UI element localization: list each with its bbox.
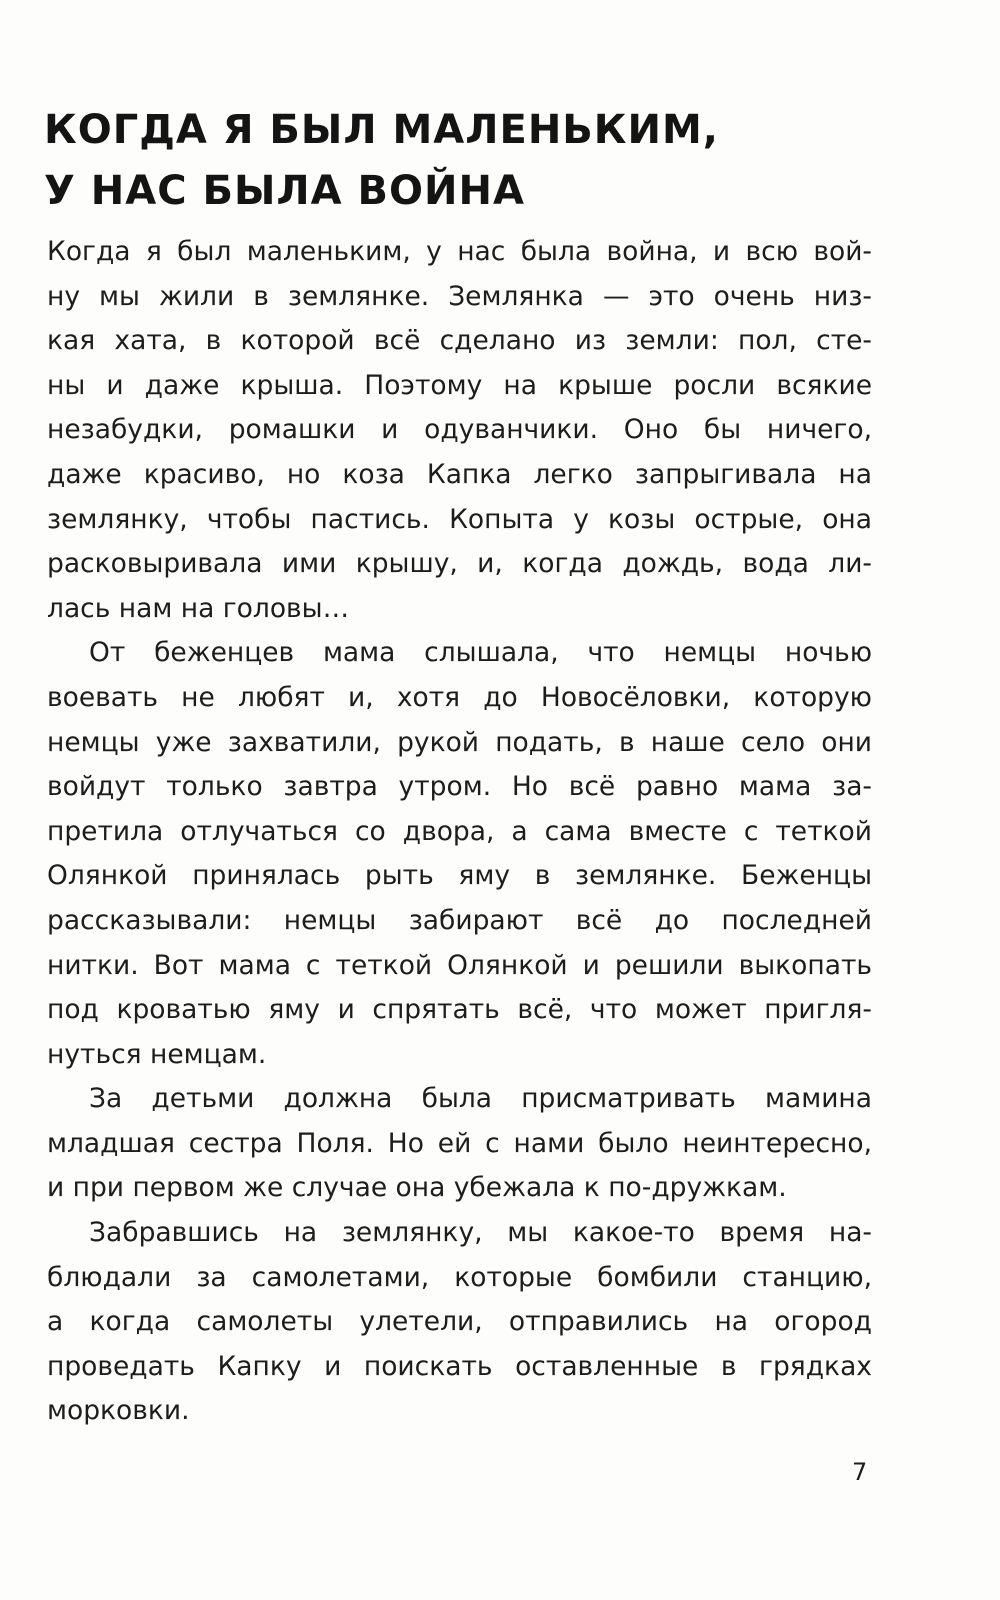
text-line: Забравшись на землянку, мы какое-то время на- — [89, 1217, 872, 1249]
text-line: ны и даже крыша. Поэтому на крыше росли всякие — [47, 369, 872, 401]
text-line: младшая сестра Поля. Но ей с нами было неинтересно, — [47, 1127, 872, 1159]
text-line: землянку, чтобы пастись. Копыта у козы острые, она — [47, 503, 872, 535]
text-line: Олянкой принялась рыть яму в землянке. Беженцы — [47, 860, 872, 892]
text-line: Когда я был маленьким, у нас была война, и всю вой- — [47, 236, 872, 267]
chapter-title-line: КОГДА Я БЫЛ МАЛЕНЬКИМ, — [44, 107, 719, 153]
text-line: За детьми должна была присматривать мамина — [89, 1083, 872, 1115]
text-line: претила отлучаться со двора, а сама вместе с теткой — [47, 815, 872, 847]
text-line: кая хата, в которой всё сделано из земли: пол, сте- — [47, 325, 872, 357]
page-number: 7 — [852, 1458, 868, 1486]
paragraph-2 — [47, 631, 872, 1077]
text-line: блюдали за самолетами, которые бомбили станцию, — [47, 1261, 872, 1293]
text-line: нуться немцам. — [47, 1038, 267, 1070]
text-line: войдут только завтра утром. Но всё равно мама за- — [47, 771, 872, 803]
paragraph-3 — [47, 1077, 872, 1211]
text-line: ну мы жили в землянке. Землянка — это очень низ- — [47, 280, 872, 312]
body-text — [47, 230, 872, 1434]
text-line: незабудки, ромашки и одуванчики. Оно бы ничего, — [47, 414, 872, 446]
text-line: под кроватью яму и спрятать всё, что может пригля- — [47, 994, 872, 1026]
text-line: От беженцев мама слышала, что немцы ночью — [89, 637, 872, 669]
paragraph-4 — [47, 1211, 872, 1434]
text-line: рассказывали: немцы забирают всё до последней — [47, 904, 872, 936]
text-line: лась нам на головы… — [47, 592, 350, 624]
text-line: проведать Капку и поискать оставленные в грядках — [47, 1350, 872, 1382]
paragraph-1 — [47, 230, 872, 631]
text-line: расковыривала ими крышу, и, когда дождь, вода ли- — [47, 548, 872, 580]
text-line: и при первом же случае она убежала к по-дружкам. — [47, 1172, 787, 1204]
text-line: даже красиво, но коза Капка легко запрыгивала на — [47, 458, 872, 490]
chapter-title — [44, 100, 944, 222]
chapter-title-line: У НАС БЫЛА ВОЙНА — [44, 168, 525, 214]
text-line: морковки. — [47, 1395, 190, 1427]
text-line: воевать не любят и, хотя до Новосёловки, которую — [47, 681, 872, 713]
text-line: а когда самолеты улетели, отправились на огород — [47, 1306, 872, 1338]
text-line: нитки. Вот мама с теткой Олянкой и решили выкопать — [47, 949, 872, 981]
text-line: немцы уже захватили, рукой подать, в наше село они — [47, 726, 872, 758]
